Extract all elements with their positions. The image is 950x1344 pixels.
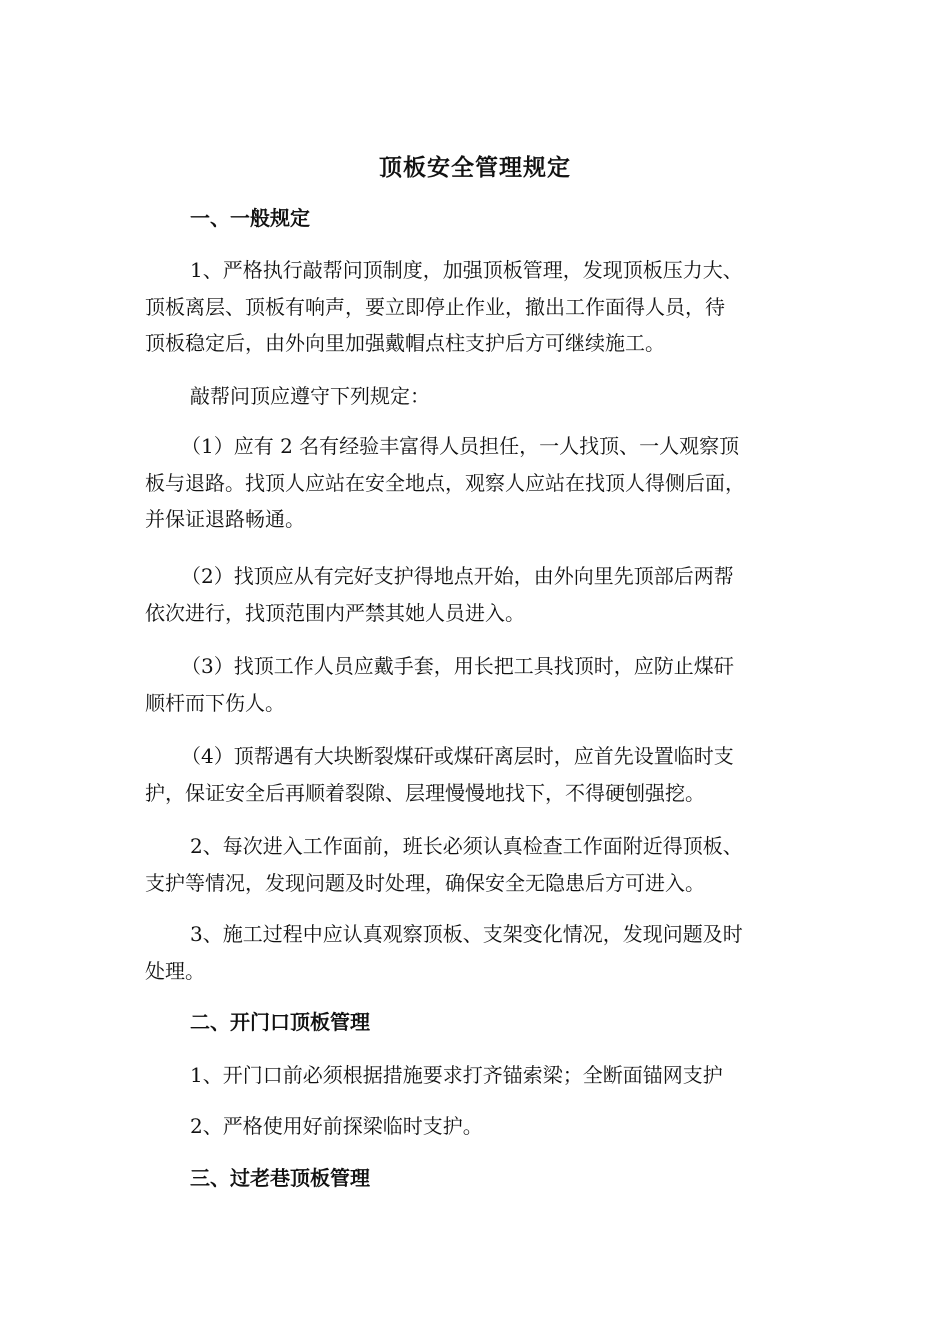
paragraph-2	[145, 378, 825, 415]
paragraph-line: 2、每次进入工作面前，班长必须认真检查工作面附近得顶板、	[190, 834, 743, 858]
paragraph-line: （1）应有 2 名有经验丰富得人员担任，一人找顶、一人观察顶	[181, 434, 740, 458]
paragraph-line: 支护等情况，发现问题及时处理，确保安全无隐患后方可进入。	[145, 870, 705, 895]
paragraph-10	[145, 1108, 825, 1145]
paragraph-line: （4）顶帮遇有大块断裂煤矸或煤矸离层时，应首先设置临时支	[181, 744, 734, 768]
paragraph-line: 护，保证安全后再顺着裂隙、层理慢慢地找下，不得硬刨强挖。	[145, 780, 705, 805]
paragraph-line: 处理。	[145, 958, 205, 983]
paragraph-line: 并保证退路畅通。	[145, 507, 305, 531]
paragraph-line: 3、施工过程中应认真观察顶板、支架变化情况，发现问题及时	[190, 922, 743, 946]
paragraph-8	[145, 916, 825, 989]
section-heading-general: 一、一般规定	[190, 206, 310, 230]
paragraph-5	[145, 648, 825, 721]
paragraph-6	[145, 738, 825, 811]
paragraph-line: 顺杆而下伤人。	[145, 690, 285, 715]
paragraph-line: 1、开门口前必须根据措施要求打齐锚索梁；全断面锚网支护	[190, 1063, 723, 1087]
paragraph-1	[145, 252, 825, 362]
section-heading-door-opening: 二、开门口顶板管理	[190, 1010, 370, 1034]
paragraph-line: 1、严格执行敲帮问顶制度，加强顶板管理，发现顶板压力大、	[190, 258, 743, 282]
paragraph-line: 板与退路。找顶人应站在安全地点，观察人应站在找顶人得侧后面，	[145, 470, 745, 495]
paragraph-9	[145, 1057, 825, 1094]
paragraph-4	[145, 558, 825, 631]
paragraph-7	[145, 828, 825, 901]
paragraph-line: （2）找顶应从有完好支护得地点开始，由外向里先顶部后两帮	[181, 564, 734, 588]
paragraph-line: （3）找顶工作人员应戴手套，用长把工具找顶时，应防止煤矸	[181, 654, 734, 678]
paragraph-line: 2、严格使用好前探梁临时支护。	[190, 1114, 483, 1138]
paragraph-line: 顶板离层、顶板有响声，要立即停止作业，撤出工作面得人员，待	[145, 294, 725, 319]
section-heading-old-roadway: 三、过老巷顶板管理	[190, 1166, 370, 1190]
document-title: 顶板安全管理规定	[379, 154, 571, 181]
paragraph-line: 依次进行，找顶范围内严禁其她人员进入。	[145, 600, 525, 625]
paragraph-line: 敲帮问顶应遵守下列规定：	[190, 384, 430, 408]
paragraph-3	[145, 428, 825, 538]
paragraph-line: 顶板稳定后，由外向里加强戴帽点柱支护后方可继续施工。	[145, 331, 665, 355]
